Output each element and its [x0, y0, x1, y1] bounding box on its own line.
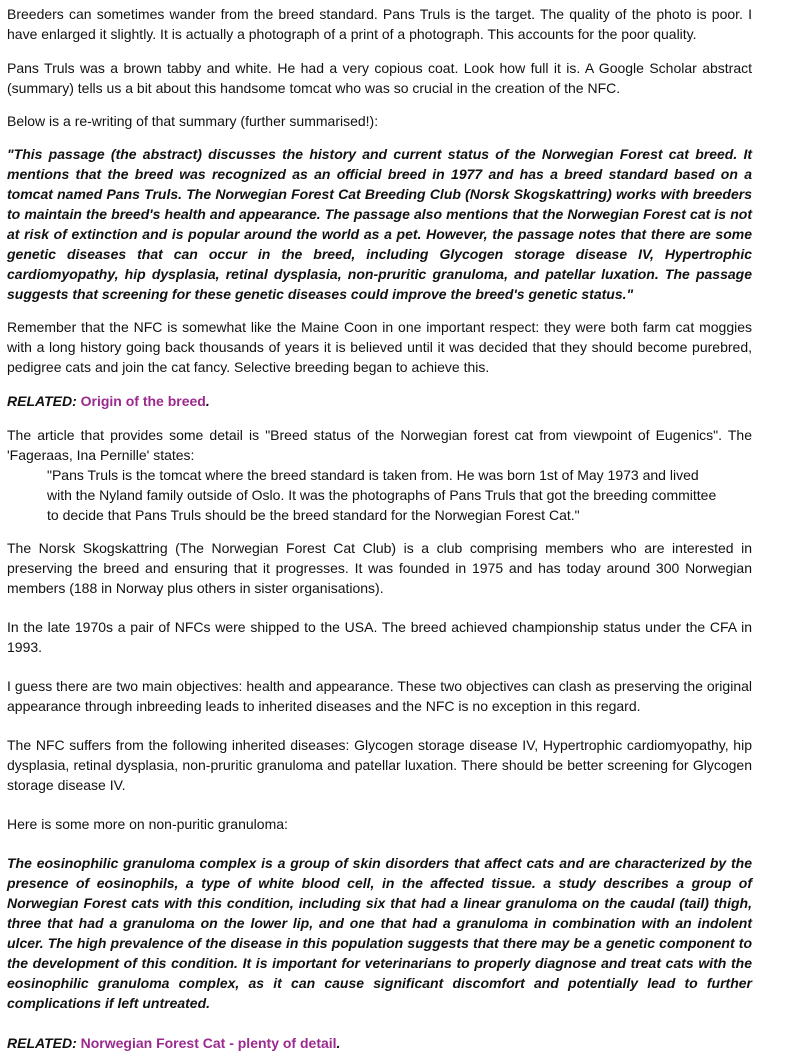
related-prefix: RELATED:: [7, 393, 77, 409]
related-link-nfc: [7, 1033, 752, 1053]
paragraph-intro: Breeders can sometimes wander from the breed standard. Pans Truls is the target. The quality of the photo is poor. I have enlarged it slightly. It is actually a photograph of a print of a photograph. This accounts for the poor quality.: [7, 6, 752, 42]
paragraph-granuloma-intro: Here is some more on non-puritic granuloma:: [7, 816, 288, 832]
nfc-detail-link[interactable]: Norwegian Forest Cat - plenty of detail: [80, 1035, 337, 1051]
related-suffix: .: [336, 1035, 341, 1051]
related-link-origin: [7, 391, 752, 411]
abstract-quote: "This passage (the abstract) discusses the history and current status of the Norwegian Forest cat breed. It mentions that the breed was recognized as an official breed in 1977 and has a breed standard based on a tomcat named Pans Truls. The Norwegian Forest Cat Breeding Club (Norsk Skogskattring) works with breeders to maintain the breed's health and appearance. The passage also mentions that the Norwegian Forest cat is not at risk of extinction and is popular around the world as a pet. However, the passage notes that there are some genetic diseases that can occur in the breed, including Glycogen storage disease IV, Hypertrophic cardiomyopathy, hip dysplasia, retinal dysplasia, non-pruritic granuloma, and patellar luxation. The passage suggests that screening for these genetic diseases could improve the breed's genetic status.": [7, 146, 752, 302]
related-suffix: .: [205, 393, 210, 409]
paragraph-maine-coon: Remember that the NFC is somewhat like the Maine Coon in one important respect: they were both farm cat moggies with a long history going back thousands of years it is believed until it was decided that they should become purebred, pedigree cats and join the cat fancy. Selective breeding began to achieve this.: [7, 319, 752, 375]
paragraph-rewrite-intro: Below is a re-writing of that summary (further summarised!):: [7, 113, 379, 129]
paragraph-norsk-skogskattring: The Norsk Skogskattring (The Norwegian Forest Cat Club) is a club comprising members who are interested in preserving the breed and ensuring that it progresses. It was founded in 1975 and has today around 300 Norwegian members (188 in Norway plus others in sister organisations).: [7, 540, 752, 596]
paragraph-objectives: I guess there are two main objectives: health and appearance. These two objectives can clash as preserving the original appearance through inbreeding leads to inherited diseases and the NFC is no exception in this regard.: [7, 678, 752, 714]
paragraph-pans-truls: Pans Truls was a brown tabby and white. He had a very copious coat. Look how full it is. A Google Scholar abstract (summary) tells us a bit about this handsome tomcat who was so crucial in the creation of the NFC.: [7, 60, 752, 96]
granuloma-quote: The eosinophilic granuloma complex is a group of skin disorders that affect cats and are characterized by the presence of eosinophils, a type of white blood cell, in the affected tissue. a study describes a group of Norwegian Forest cats with this condition, including six that had a linear granuloma on the caudal (tail) thigh, three that had a granuloma on the lower lip, and one that had a granuloma in combination with an indolent ulcer. The high prevalence of the disease in this population suggests that there may be a genetic component to the development of this condition. It is important for veterinarians to properly diagnose and treat cats with the eosinophilic granuloma complex, as it can cause significant discomfort and potentially lead to further complications if left untreated.: [7, 855, 752, 1011]
paragraph-usa: In the late 1970s a pair of NFCs were shipped to the USA. The breed achieved championship status under the CFA in 1993.: [7, 619, 752, 655]
paragraph-article-source: The article that provides some detail is "Breed status of the Norwegian forest cat from viewpoint of Eugenics". The 'Fageraas, Ina Pernille' states:: [7, 427, 752, 463]
blockquote: [47, 465, 752, 525]
origin-of-breed-link[interactable]: Origin of the breed: [80, 393, 206, 409]
blockquote-text: "Pans Truls is the tomcat where the breed standard is taken from. He was born 1st of May 1973 and lived with the Nyland family outside of Oslo. It was the photographs of Pans Truls that got the breeding committee to decide that Pans Truls should be the breed standard for the Norwegian Forest Cat.": [47, 467, 717, 523]
related-prefix: RELATED:: [7, 1035, 77, 1051]
paragraph-diseases: The NFC suffers from the following inherited diseases: Glycogen storage disease IV, Hypertrophic cardiomyopathy, hip dysplasia, retinal dysplasia, non-pruritic granuloma and patellar luxation. There should be better screening for Glycogen storage disease IV.: [7, 737, 752, 793]
